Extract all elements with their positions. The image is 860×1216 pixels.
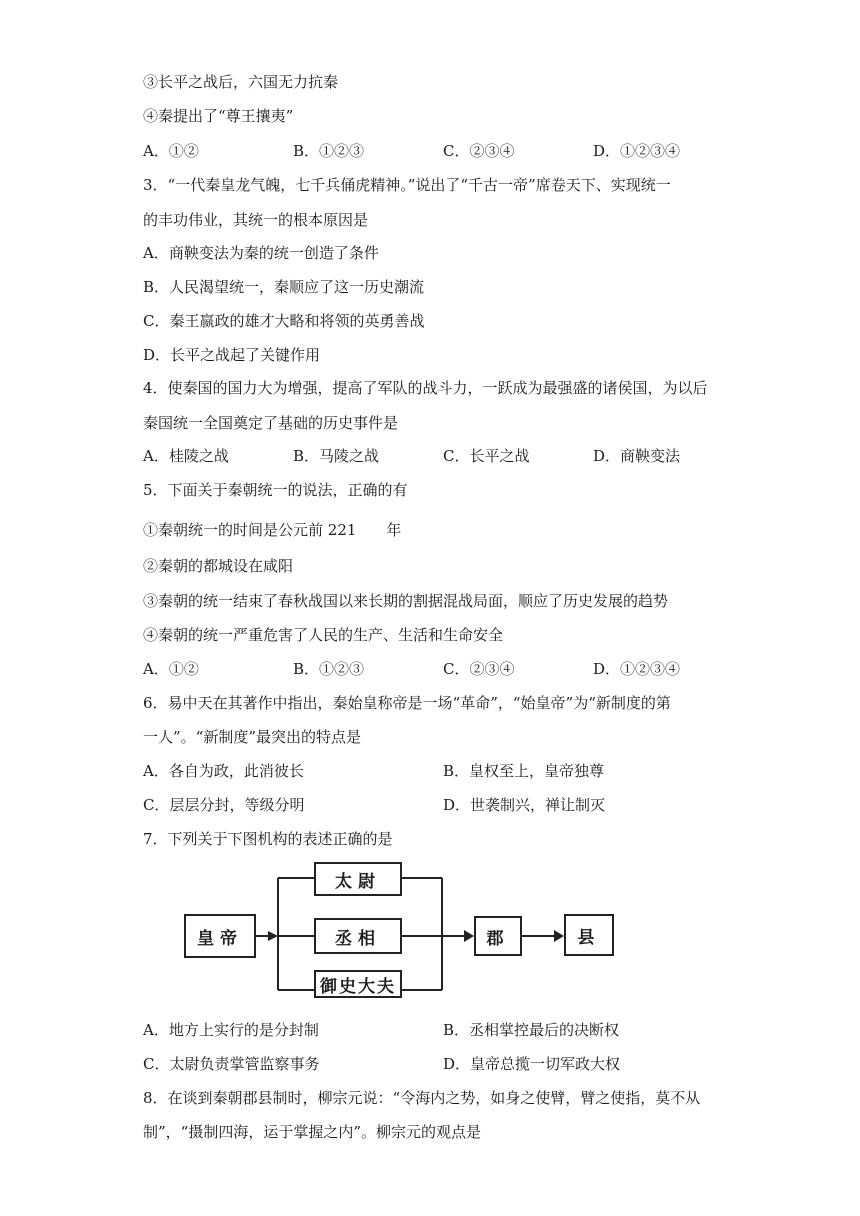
emperor-box: 皇帝 bbox=[184, 914, 256, 958]
q6-option-b: B．皇权至上，皇帝独尊 bbox=[443, 762, 605, 780]
q3-option-b: B．人民渴望统一，秦顺应了这一历史潮流 bbox=[143, 278, 425, 296]
q6-option-a: A．各自为政，此消彼长 bbox=[143, 762, 304, 780]
xian-box: 县 bbox=[564, 914, 614, 956]
q7-option-d: D．皇帝总揽一切军政大权 bbox=[443, 1055, 621, 1073]
yushi-dafu-box: 御史大夫 bbox=[314, 970, 402, 998]
taiwei-box: 太尉 bbox=[314, 862, 402, 896]
q3-option-a: A．商鞅变法为秦的统一创造了条件 bbox=[143, 244, 379, 262]
qin-government-diagram bbox=[176, 858, 628, 998]
q8-stem-line2: 制”，“摄制四海，运于掌握之内”。柳宗元的观点是 bbox=[143, 1123, 482, 1141]
q5-option-c: C．②③④ bbox=[443, 660, 515, 678]
q3-option-d: D．长平之战起了关键作用 bbox=[143, 346, 321, 364]
q2-option-c: C．②③④ bbox=[443, 142, 515, 160]
q4-option-d: D．商鞅变法 bbox=[593, 447, 681, 465]
q5-stem: 5．下面关于秦朝统一的说法，正确的有 bbox=[143, 481, 408, 499]
q6-stem-line2: 一人”。“新制度”最突出的特点是 bbox=[143, 728, 362, 746]
q7-stem: 7．下列关于下图机构的表述正确的是 bbox=[143, 830, 393, 848]
q7-option-c: C．太尉负责掌管监察事务 bbox=[143, 1055, 320, 1073]
q4-option-a: A．桂陵之战 bbox=[143, 447, 229, 465]
q6-option-c: C．层层分封，等级分明 bbox=[143, 796, 305, 814]
statement-4: ④秦提出了“尊王攘夷” bbox=[143, 107, 294, 125]
q4-stem-line2: 秦国统一全国奠定了基础的历史事件是 bbox=[143, 414, 399, 432]
q6-stem-line1: 6．易中天在其著作中指出，秦始皇称帝是一场“革命”，“始皇帝”为“新制度的第 bbox=[143, 694, 671, 712]
q5-statement-3: ③秦朝的统一结束了春秋战国以来长期的割据混战局面，顺应了历史发展的趋势 bbox=[143, 592, 669, 610]
chengxiang-box: 丞相 bbox=[314, 918, 402, 954]
q3-stem-line2: 的丰功伟业，其统一的根本原因是 bbox=[143, 211, 369, 229]
q5-statement-4: ④秦朝的统一严重危害了人民的生产、生活和生命安全 bbox=[143, 626, 504, 644]
q3-stem-line1: 3．“一代秦皇龙气魄，七千兵俑虎精神。”说出了“千古一帝”席卷天下、实现统一 bbox=[143, 176, 671, 194]
q2-option-d: D．①②③④ bbox=[593, 142, 681, 160]
q6-option-d: D．世袭制兴，禅让制灭 bbox=[443, 796, 606, 814]
q7-option-a: A．地方上实行的是分封制 bbox=[143, 1021, 319, 1039]
q8-stem-line1: 8．在谈到秦朝郡县制时，柳宗元说：“令海内之势，如身之使臂，臂之使指，莫不从 bbox=[143, 1089, 701, 1107]
q3-option-c: C．秦王嬴政的雄才大略和将领的英勇善战 bbox=[143, 312, 425, 330]
q5-statement-1: ①秦朝统一的时间是公元前 221 年 bbox=[143, 521, 402, 539]
jun-box: 郡 bbox=[474, 916, 522, 956]
q2-option-b: B．①②③ bbox=[293, 142, 365, 160]
q5-option-b: B．①②③ bbox=[293, 660, 365, 678]
q7-option-b: B．丞相掌控最后的决断权 bbox=[443, 1021, 620, 1039]
q4-stem-line1: 4．使秦国的国力大为增强，提高了军队的战斗力，一跃成为最强盛的诸侯国，为以后 bbox=[143, 379, 708, 397]
q5-option-d: D．①②③④ bbox=[593, 660, 681, 678]
q4-option-b: B．马陵之战 bbox=[293, 447, 380, 465]
statement-3: ③长平之战后，六国无力抗秦 bbox=[143, 73, 339, 91]
q5-statement-2: ②秦朝的都城设在咸阳 bbox=[143, 557, 294, 575]
q4-option-c: C．长平之战 bbox=[443, 447, 530, 465]
q2-option-a: A．①② bbox=[143, 142, 199, 160]
q5-option-a: A．①② bbox=[143, 660, 199, 678]
